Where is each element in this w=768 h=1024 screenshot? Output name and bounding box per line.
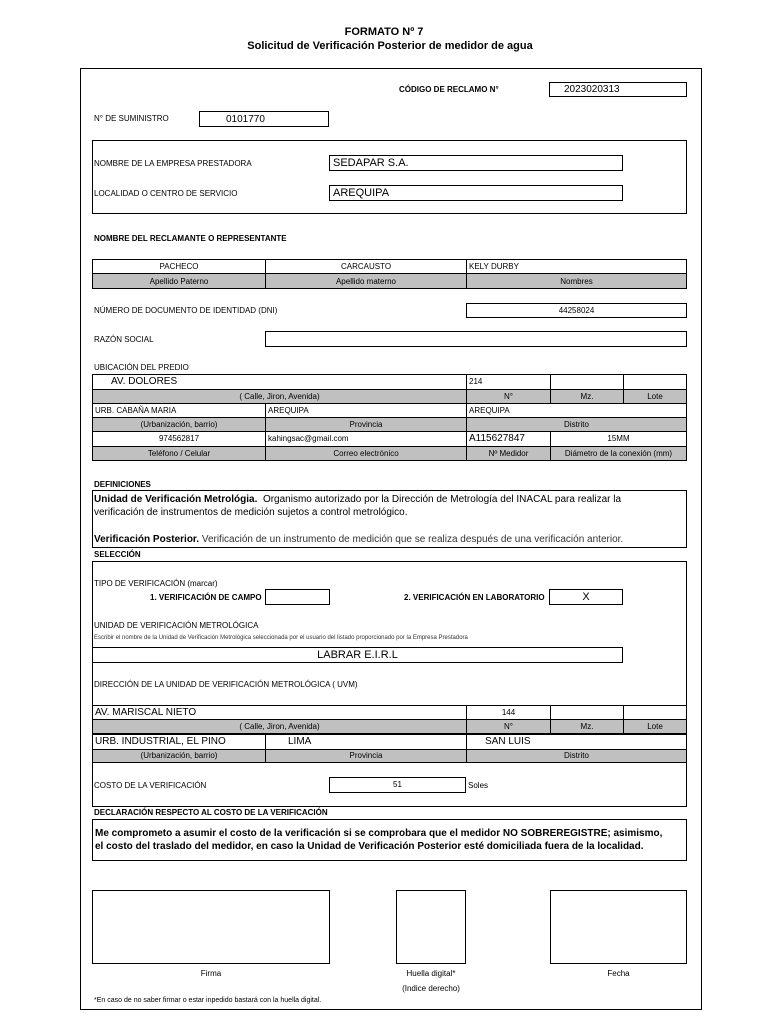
email-field[interactable]: kahingsac@gmail.com [265,431,467,447]
company-name-label: NOMBRE DE LA EMPRESA PRESTADORA [94,159,252,168]
razon-social-label: RAZÓN SOCIAL [94,335,154,344]
predio-lote-field[interactable] [623,374,687,390]
uvm-label: UNIDAD DE VERIFICACIÓN METROLÓGICA [94,621,259,630]
uvm-district-caption: Distrito [466,749,687,763]
phone-field[interactable]: 974562817 [92,431,266,447]
fingerprint-caption: Huella digital* [406,969,456,978]
claim-code-field[interactable]: 2023020313 [549,82,687,97]
supply-label: N° DE SUMINISTRO [94,114,169,123]
predio-number-field[interactable]: 214 [466,374,551,390]
predio-urb-field[interactable]: URB. CABAÑA MARIA [92,403,266,418]
claim-label: CÓDIGO DE RECLAMO N° [399,85,499,94]
street-caption: ( Calle, Jiron, Avenida) [92,389,467,404]
uvm-name-field[interactable]: LABRAR E.I.R.L [92,647,623,663]
materno-field[interactable]: CARCAUSTO [265,259,467,274]
cost-label: COSTO DE LA VERIFICACIÓN [94,781,207,790]
signature-caption: Firma [200,969,222,978]
locality-label: LOCALIDAD O CENTRO DE SERVICIO [94,189,238,198]
urb-caption: (Urbanización, barrio) [92,417,266,432]
uvm-definition: Organismo autorizado por la Dirección de Metrología del INACAL para realizar la [262,494,622,505]
declaration-box [92,819,687,861]
uvm-district-field[interactable]: SAN LUIS [466,734,687,750]
predio-district-field[interactable]: AREQUIPA [466,403,687,418]
uvm-term: Unidad de Verificación Metrológia. [94,494,258,505]
paterno-caption: Apellido Paterno [92,273,266,289]
fingerprint-box[interactable] [396,890,466,964]
lab-verification-label: 2. VERIFICACIÓN EN LABORATORIO [404,593,545,602]
dni-field[interactable]: 44258024 [466,303,687,318]
uvm-mz-field[interactable] [550,705,624,720]
uvm-urb-caption: (Urbanización, barrio) [92,749,266,763]
email-caption: Correo electrónico [265,446,467,461]
declaration-line-1: Me comprometo a asumir el costo de la verificación si se comprobara que el medidor NO SOBREREGISTRE; asimismo, [95,828,663,839]
diameter-field[interactable]: 15MM [550,431,687,447]
dni-label: NÚMERO DE DOCUMENTO DE IDENTIDAD (DNI) [94,306,278,315]
uvm-street-field[interactable]: AV. MARISCAL NIETO [92,705,467,720]
field-verification-checkbox[interactable] [265,589,330,605]
signature-box[interactable] [92,890,330,964]
uvm-definition-2: verificación de instrumentos de medición sujetos a control metrológico. [94,507,408,518]
mz-caption: Mz. [550,389,624,404]
cost-unit: Soles [468,781,489,790]
declaration-line-2: el costo del traslado del medidor, en caso la Unidad de Verificación Posterior esté domiciliada fuera de la localidad. [95,841,644,852]
uvm-number-field[interactable]: 144 [466,705,551,720]
locality-field[interactable]: AREQUIPA [329,185,623,201]
phone-caption: Teléfono / Celular [92,446,266,461]
number-caption: N° [466,389,551,404]
nombres-field[interactable]: KELY DURBY [466,259,687,274]
uvm-lote-field[interactable] [623,705,687,720]
vp-definition: Verificación de un instrumento de medición que se realiza después de una verificación anterior. [201,534,624,545]
cost-field[interactable]: 51 [329,777,466,793]
meter-caption: Nº Medidor [466,446,551,461]
meter-field[interactable]: A115627847 [466,431,551,447]
form-subtitle: Solicitud de Verificación Posterior de medidor de agua [247,40,533,52]
uvm-street-caption: ( Calle, Jiron, Avenida) [92,719,467,734]
uvm-mz-caption: Mz. [550,719,624,734]
uvm-lote-caption: Lote [623,719,687,734]
uvm-hint: Escribir el nombre de la Unidad de Verificación Metrológica seleccionada por el usuario del listado proporcionado por la Empresa Prestadora [94,635,468,641]
footnote: *En caso de no saber firmar o estar inpedido bastará con la huella digital. [94,997,322,1004]
lab-verification-checkbox[interactable]: X [549,589,623,605]
declaration-label: DECLARACIÓN RESPECTO AL COSTO DE LA VERIFICACIÓN [94,808,328,817]
predio-mz-field[interactable] [550,374,624,390]
nombres-caption: Nombres [466,273,687,289]
predio-province-field[interactable]: AREQUIPA [265,403,467,418]
uvm-province-caption: Provincia [265,749,467,763]
fingerprint-subcaption: (Indice derecho) [402,984,460,993]
lote-caption: Lote [623,389,687,404]
predio-street-field[interactable]: AV. DOLORES [92,374,467,390]
selection-label: SELECCIÓN [94,550,141,559]
diameter-caption: Diámetro de la conexión (mm) [550,446,687,461]
date-box[interactable] [550,890,687,964]
uvm-province-field[interactable]: LIMA [265,734,467,750]
company-name-field[interactable]: SEDAPAR S.A. [329,155,623,171]
field-verification-label: 1. VERIFICACIÓN DE CAMPO [150,593,262,602]
materno-caption: Apellido materno [265,273,467,289]
vp-term: Verificación Posterior. [94,534,200,545]
company-section [92,140,687,214]
claimant-section-label: NOMBRE DEL RECLAMANTE O REPRESENTANTE [94,234,287,243]
province-caption: Provincia [265,417,467,432]
form-title: FORMATO Nº 7 [344,26,424,38]
razon-social-field[interactable] [265,331,687,347]
supply-number-field[interactable]: 0101770 [199,111,329,127]
uvm-urb-field[interactable]: URB. INDUSTRIAL, EL PINO [92,734,266,750]
uvm-address-label: DIRECCIÓN DE LA UNIDAD DE VERIFICACIÓN METROLÓGICA ( UVM) [94,680,358,689]
paterno-field[interactable]: PACHECO [92,259,266,274]
date-caption: Fecha [607,969,630,978]
verification-type-label: TIPO DE VERIFICACIÓN (marcar) [94,579,218,588]
uvm-number-caption: N° [466,719,551,734]
predio-label: UBICACIÓN DEL PREDIO [94,363,189,372]
district-caption: Distrito [466,417,687,432]
definitions-label: DEFINICIONES [94,480,151,489]
